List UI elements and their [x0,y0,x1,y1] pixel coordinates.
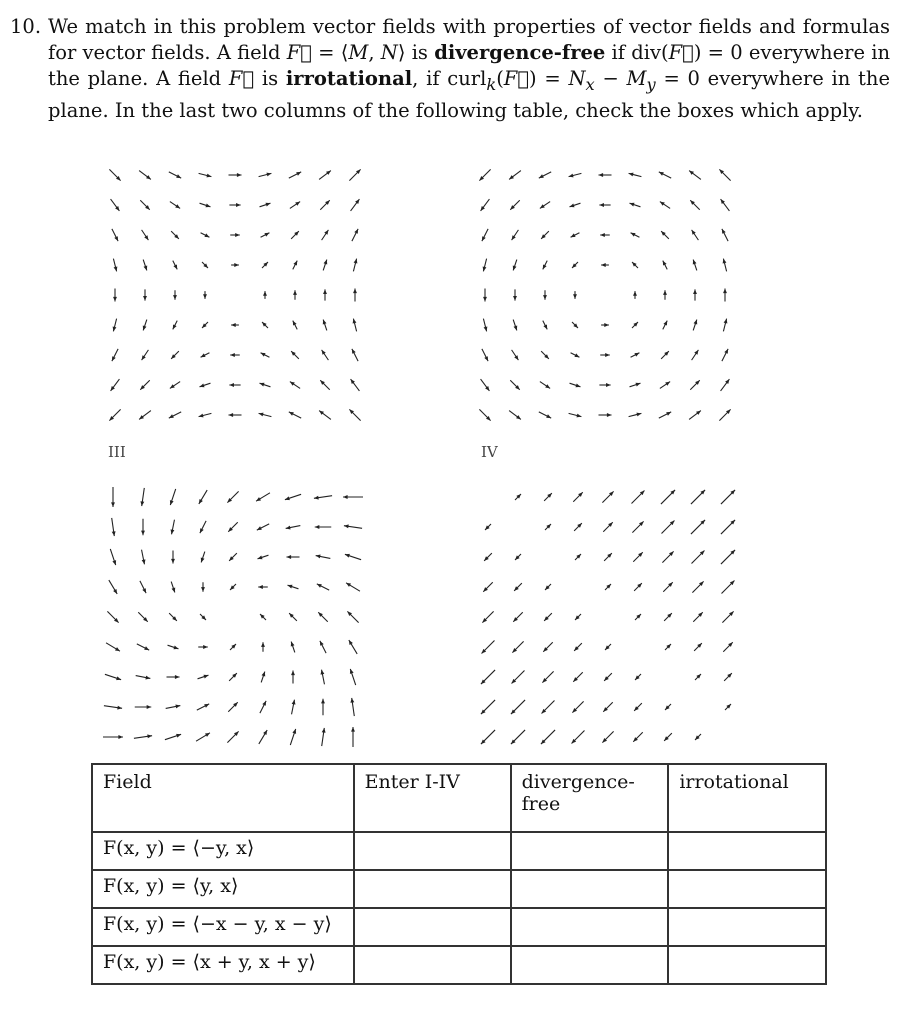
field-arrow-head [324,230,328,235]
table-header-row [92,764,826,832]
table-row [92,832,826,870]
field-arrow-head [315,525,320,529]
field-arrow-head [599,203,604,207]
header-irrotational: irrotational [668,764,826,832]
field-arrow-head [142,559,146,564]
field-arrow-head [201,557,205,562]
vector-field-plot-iii [113,497,353,737]
field-arrow-head [147,705,152,709]
field-arrow-head [291,642,295,647]
plot-label-iv: IV [481,443,498,461]
field-arrow-head [513,265,517,270]
field-arrow-head [171,559,175,564]
header-divergence-free: divergence-free [511,764,669,832]
field-arrow-head [203,675,208,679]
problem-statement [10,14,890,124]
field-arrow-head [231,323,236,327]
enter-cell[interactable] [354,870,511,908]
field-arrow-head [265,203,270,207]
field-arrow-head [200,384,205,388]
field-arrow-head [575,384,580,388]
field-arrow-head [112,560,116,565]
field-arrow-head [229,413,234,417]
matching-table [91,763,827,985]
field-arrow-head [606,383,611,387]
field-arrow-head [175,675,180,679]
irrotational-checkbox[interactable] [668,870,826,908]
problem-number: 10. [10,15,42,38]
field-arrow-head [142,355,146,360]
table-row [92,870,826,908]
field-arrow-head [540,204,545,208]
field-arrow-head [323,320,327,325]
arrow-group [481,490,735,744]
irrotational-checkbox[interactable] [668,946,826,984]
field-arrow-head [601,263,606,267]
vector-field-plot-ii [485,175,725,415]
field-arrow-head [600,233,605,237]
field-arrow-head [237,173,242,177]
field-arrow-head [118,735,123,739]
field-arrow-head [230,353,235,357]
field-arrow-head [176,734,181,738]
field-arrow-head [261,642,265,647]
field-arrow-head [633,291,637,296]
field-arrow-head [343,495,348,499]
field-arrow-head [201,587,205,592]
field-arrow-head [173,295,177,300]
field-arrow-head [171,529,175,534]
field-arrow-head [660,202,665,206]
field-arrow-head [145,676,150,680]
field-arrow-head [203,294,207,299]
field-arrow-head [693,289,697,294]
field-arrow-head [285,496,290,500]
field-formula: F(x, y) = ⟨y, x⟩ [92,870,354,908]
field-arrow-head [693,260,697,265]
field-arrow-head [258,585,263,589]
field-arrow-head [316,555,321,559]
field-arrow-head [483,297,487,302]
field-arrow-head [323,289,327,294]
field-arrow-head [175,204,180,208]
field-arrow-head [635,383,640,387]
field-arrow-head [111,502,115,507]
field-arrow-head [513,296,517,301]
field-arrow-head [263,291,267,296]
field-arrow-head [351,727,355,732]
field-arrow-head [573,294,577,299]
field-arrow-head [170,500,174,505]
field-arrow-head [692,230,696,235]
field-arrow-head [293,290,297,295]
field-arrow-head [290,382,295,386]
field-arrow-head [235,233,240,237]
field-arrow-head [175,705,180,709]
field-arrow-head [170,384,175,388]
field-arrow-head [607,413,612,417]
field-arrow-head [144,265,148,270]
header-field: Field [92,764,354,832]
field-arrow-head [663,290,667,295]
field-arrow-head [203,645,208,649]
field-arrow-head [173,646,178,650]
field-arrow-head [723,289,727,294]
field-arrow-head [229,383,234,387]
field-arrow-head [262,672,266,677]
arrow-group [103,487,363,747]
field-arrow-head [144,235,148,240]
field-arrow-head [143,325,147,330]
field-arrow-head [345,554,350,558]
divergence-free-checkbox[interactable] [511,908,669,946]
field-arrow-head [321,699,325,704]
plot-label-iii: III [108,443,126,461]
field-arrow-head [694,320,698,325]
field-arrow-head [205,204,210,208]
field-arrow-head [545,384,550,388]
vector-field-plot-i [115,175,355,415]
field-arrow-head [260,383,265,387]
enter-cell[interactable] [354,946,511,984]
enter-cell[interactable] [354,908,511,946]
arrow-group [479,169,730,420]
field-arrow-head [295,202,300,206]
field-arrow-head [630,203,635,207]
field-arrow-head [292,729,296,734]
field-arrow-head [512,235,516,240]
field-arrow-head [350,669,354,674]
field-arrow-head [665,382,670,386]
field-arrow-head [287,555,292,559]
divergence-free-checkbox[interactable] [511,946,669,984]
divergence-free-checkbox[interactable] [511,870,669,908]
irrotational-checkbox[interactable] [668,832,826,870]
field-arrow-head [321,670,325,675]
irrotational-checkbox[interactable] [668,908,826,946]
field-arrow-head [322,350,326,355]
field-arrow-head [353,289,357,294]
field-arrow-head [514,325,518,330]
field-arrow-head [113,297,117,302]
field-arrow-head [694,350,698,355]
field-arrow-head [288,585,293,589]
field-arrow-head [143,296,147,301]
field-arrow-head [116,676,121,680]
field-arrow-head [292,700,296,705]
field-arrow-head [236,203,241,207]
divergence-free-checkbox[interactable] [511,832,669,870]
field-arrow-head [543,295,547,300]
header-enter: Enter I-IV [354,764,511,832]
field-arrow-head [141,531,145,536]
field-arrow-head [605,353,610,357]
enter-cell[interactable] [354,832,511,870]
field-arrow-head [324,260,328,265]
field-arrow-head [604,323,609,327]
field-arrow-head [234,263,239,267]
field-arrow-head [570,204,575,208]
field-formula: F(x, y) = ⟨−x − y, x − y⟩ [92,908,354,946]
field-arrow-head [514,355,518,360]
field-arrow-head [172,587,176,592]
field-formula: F(x, y) = ⟨−y, x⟩ [92,832,354,870]
arrow-group [109,169,360,420]
problem-text: We match in this problem vector fields with properties of vector fields and formulas for vector fields. A field F⃗ = ⟨M, N⟩ is divergence-free if div(F⃗) = 0 everywhere in the plane. A field F⃗ is irrotational, if curl$_k$(F⃗) = $N_x - M_y = 0$ everywhere in the plane. In the last two columns of the following table, check the boxes which apply. [48,15,891,122]
field-arrow-head [599,173,604,177]
table-row [92,908,826,946]
field-arrow-head [258,556,263,560]
field-formula: F(x, y) = ⟨x + y, x + y⟩ [92,946,354,984]
table-row [92,946,826,984]
vector-field-plot-iv [488,497,728,737]
field-arrow-head [291,671,295,676]
field-arrow-head [286,526,291,530]
